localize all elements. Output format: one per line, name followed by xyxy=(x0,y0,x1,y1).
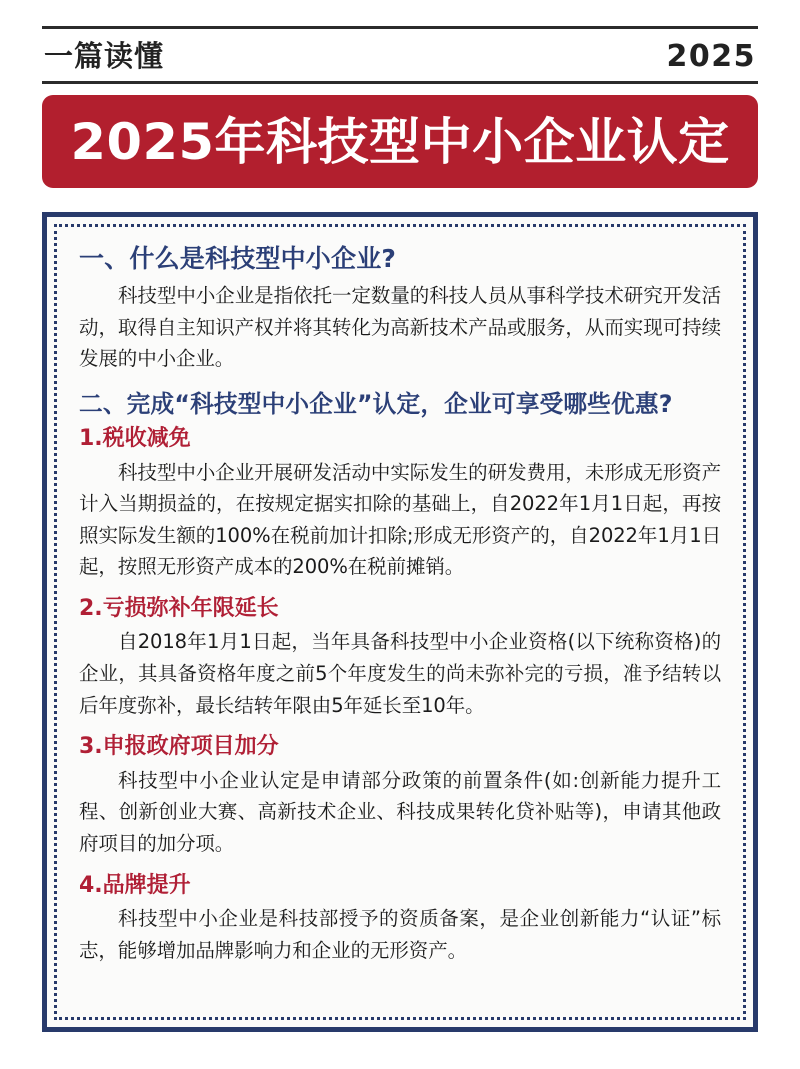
masthead-row xyxy=(42,29,758,81)
content-frame xyxy=(42,212,758,1032)
benefit-2-title: 2.亏损弥补年限延长 xyxy=(79,595,279,621)
benefit-item-government-project-bonus xyxy=(79,733,721,859)
section-what-is xyxy=(79,243,721,375)
page-title: 2025年科技型中小企业认定 xyxy=(70,112,730,171)
masthead xyxy=(42,26,758,84)
content-inner xyxy=(54,224,746,1020)
masthead-year: 2025 xyxy=(666,39,756,74)
masthead-bottom-rule xyxy=(42,81,758,84)
benefit-4-body: 科技型中小企业是科技部授予的资质备案，是企业创新能力“认证”标志，能够增加品牌影响力和企业的无形资产。 xyxy=(79,907,721,962)
benefit-1-title: 1.税收减免 xyxy=(79,425,191,451)
section-1-heading: 一、什么是科技型中小企业? xyxy=(79,244,397,273)
benefit-3-body: 科技型中小企业认定是申请部分政策的前置条件(如:创新能力提升工程、创新创业大赛、高新技术企业、科技成果转化贷补贴等)，申请其他政府项目的加分项。 xyxy=(79,768,721,855)
benefit-4-title: 4.品牌提升 xyxy=(79,872,191,898)
benefit-item-brand-enhancement xyxy=(79,872,721,967)
section-benefits xyxy=(79,389,721,966)
benefit-3-title: 3.申报政府项目加分 xyxy=(79,734,279,760)
title-banner xyxy=(42,95,758,188)
benefit-2-body: 自2018年1月1日起，当年具备科技型中小企业资格(以下统称资格)的企业，其具备资格年度之前5个年度发生的尚未弥补完的亏损，准予结转以后年度弥补，最长结转年限由5年延长至10年。 xyxy=(79,630,721,717)
benefit-item-loss-carryforward xyxy=(79,595,721,721)
section-1-body: 科技型中小企业是指依托一定数量的科技人员从事科学技术研究开发活动，取得自主知识产权并将其转化为高新技术产品或服务，从而实现可持续发展的中小企业。 xyxy=(79,284,721,371)
benefit-1-body: 科技型中小企业开展研发活动中实际发生的研发费用，未形成无形资产计入当期损益的，在按规定据实扣除的基础上，自2022年1月1日起，再按照实际发生额的100%在税前加计扣除;形成无形资产的，自2022年1月1日起，按照无形资产成本的200%在税前摊销。 xyxy=(79,460,721,579)
section-2-heading: 二、完成“科技型中小企业”认定，企业可享受哪些优惠? xyxy=(79,389,673,418)
masthead-label: 一篇读懂 xyxy=(44,39,165,73)
benefit-item-tax-reduction xyxy=(79,425,721,583)
